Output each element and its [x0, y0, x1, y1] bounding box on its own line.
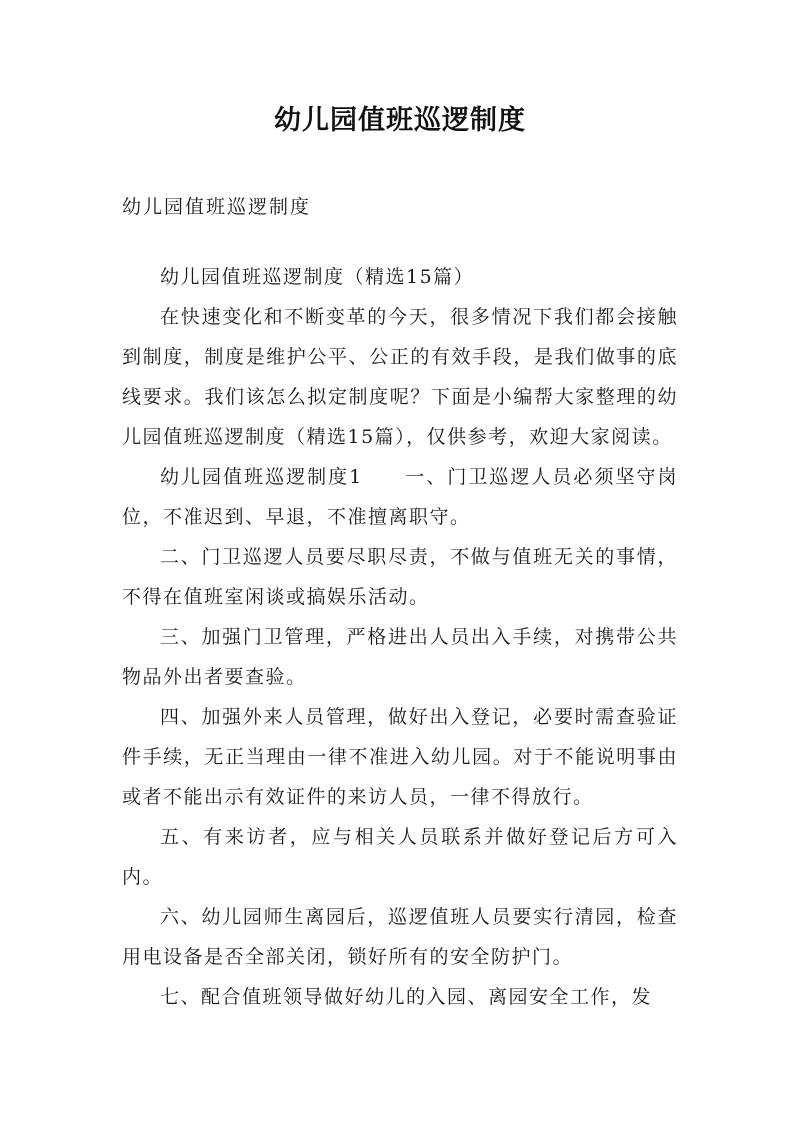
- paragraph-rule-2: 二、门卫巡逻人员要尽职尽责，不做与值班无关的事情，不得在值班室闲谈或搞娱乐活动。: [122, 546, 678, 608]
- paragraph-rule-7: 七、配合值班领导做好幼儿的入园、离园安全工作，发: [160, 986, 653, 1008]
- document-title: 幼儿园值班巡逻制度: [274, 105, 526, 136]
- document-subtitle: 幼儿园值班巡逻制度: [122, 196, 312, 218]
- paragraph-rule-3: 三、加强门卫管理，严格进出人员出入手续，对携带公共物品外出者要查验。: [122, 626, 678, 688]
- paragraph-rule-4: 四、加强外来人员管理，做好出入登记，必要时需查验证件手续，无正当理由一律不准进入幼儿园。对于不能说明事由或者不能出示有效证件的来访人员，一律不得放行。: [122, 706, 678, 808]
- paragraph-heading: 幼儿园值班巡逻制度（精选15篇）: [160, 266, 475, 288]
- document-body: [122, 257, 678, 1017]
- paragraph-rule-1: 幼儿园值班巡逻制度1 一、门卫巡逻人员必须坚守岗位，不准迟到、早退，不准擅离职守。: [122, 466, 678, 528]
- paragraph-intro: 在快速变化和不断变革的今天，很多情况下我们都会接触到制度，制度是维护公平、公正的有效手段，是我们做事的底线要求。我们该怎么拟定制度呢？下面是小编帮大家整理的幼儿园值班巡逻制度（精选15篇），仅供参考，欢迎大家阅读。: [122, 306, 678, 448]
- paragraph-rule-5: 五、有来访者，应与相关人员联系并做好登记后方可入内。: [122, 826, 678, 888]
- paragraph-rule-6: 六、幼儿园师生离园后，巡逻值班人员要实行清园，检查用电设备是否全部关闭，锁好所有的安全防护门。: [122, 906, 678, 968]
